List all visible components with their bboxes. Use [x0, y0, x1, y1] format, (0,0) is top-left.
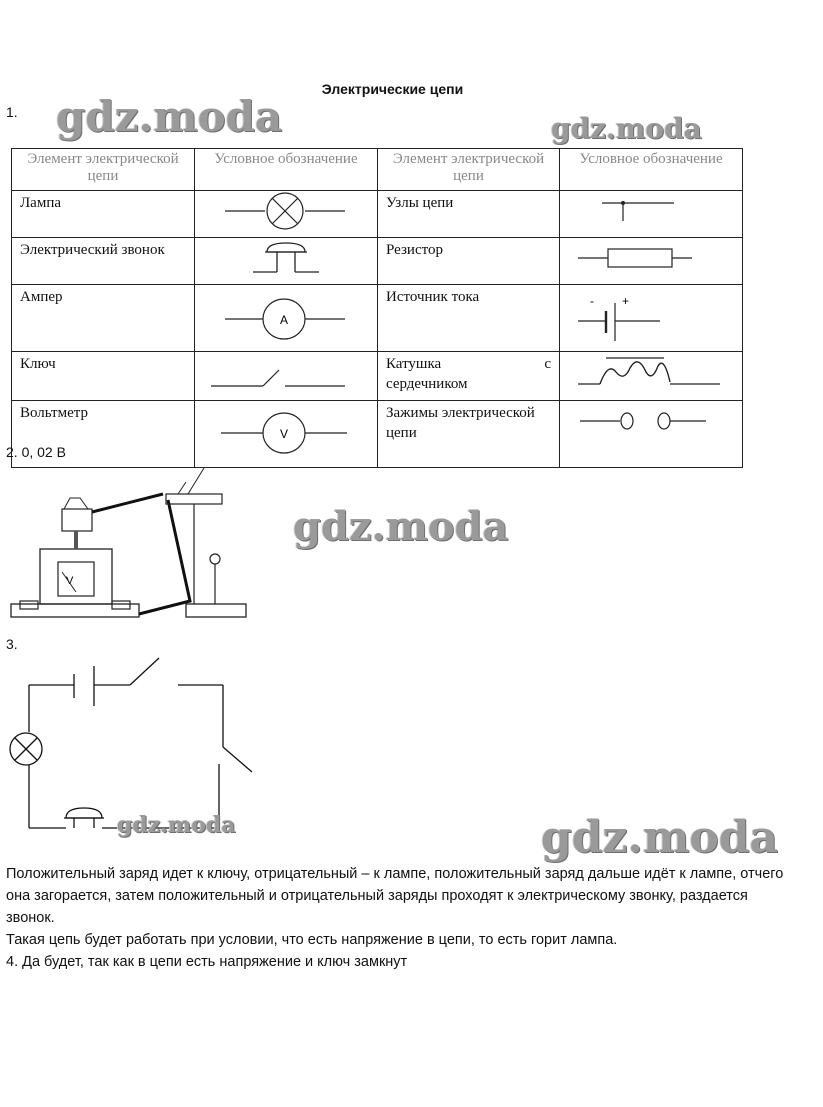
element-name: Резистор	[378, 238, 560, 285]
question-3-condition: Такая цепь будет работать при условии, что есть напряжение в цепи, то есть горит лампа.	[6, 932, 618, 948]
element-name: Ключ	[12, 352, 195, 401]
header-element: Элемент электрической цепи	[378, 149, 560, 191]
plus-sign: +	[622, 294, 630, 308]
element-name: Ампер	[12, 285, 195, 352]
coil-label-c: сердечником	[386, 376, 468, 392]
watermark: gdz.moda	[56, 92, 283, 141]
header-element: Элемент электрической цепи	[12, 149, 195, 191]
question-4-answer: 4. Да будет, так как в цепи есть напряжение и ключ замкнут	[6, 954, 408, 970]
table-row	[12, 191, 743, 238]
voltmeter-symbol-icon	[195, 401, 378, 468]
watermark: gdz.moda	[293, 503, 509, 550]
page-title: Электрические цепи	[321, 81, 464, 97]
question-2-answer: 2. 0, 02 В	[6, 444, 66, 460]
header-symbol: Условное обозначение	[560, 149, 743, 191]
element-name-coil	[378, 352, 560, 401]
ammeter-letter: A	[279, 313, 289, 327]
coil-label-b: с	[544, 356, 551, 372]
junction-symbol-icon	[560, 191, 743, 238]
element-name: Узлы цепи	[378, 191, 560, 238]
element-name: Зажимы электрической цепи	[378, 401, 560, 468]
element-name: Лампа	[12, 191, 195, 238]
bell-symbol-icon	[195, 238, 378, 285]
ammeter-symbol-icon	[195, 285, 378, 352]
watermark: gdz.moda	[551, 112, 702, 145]
terminals-symbol-icon	[560, 401, 743, 468]
element-name: Электрический звонок	[12, 238, 195, 285]
elements-table	[11, 148, 743, 468]
question-3-explanation: Положительный заряд идет к ключу, отрицательный – к лампе, положительный заряд дальше идёт к лампе, отчего она загорается, затем положительный и отрицательный заряды проходят к электрическому звонку, раздается звонок.	[6, 866, 784, 926]
switch-symbol-icon	[195, 352, 378, 401]
voltmeter-letter: V	[279, 427, 289, 441]
element-name: Вольтметр	[12, 401, 195, 468]
coil-symbol-icon	[560, 352, 743, 401]
table-row	[12, 352, 743, 401]
question-3-number: 3.	[6, 636, 18, 652]
battery-symbol-icon	[560, 285, 743, 352]
lamp-symbol-icon	[195, 191, 378, 238]
watermark: gdz.moda	[117, 812, 236, 838]
question-1-number: 1.	[6, 104, 18, 120]
coil-label-a: Катушка	[386, 356, 442, 372]
table-row	[12, 285, 743, 352]
table-row	[12, 401, 743, 468]
minus-sign: -	[590, 294, 594, 308]
drawing-voltmeter-letter: V	[66, 575, 74, 587]
watermark: gdz.moda	[541, 812, 779, 863]
experiment-drawing	[8, 464, 258, 634]
resistor-symbol-icon	[560, 238, 743, 285]
table-header-row	[12, 149, 743, 191]
table-row	[12, 238, 743, 285]
header-symbol: Условное обозначение	[195, 149, 378, 191]
element-name: Источник тока	[378, 285, 560, 352]
